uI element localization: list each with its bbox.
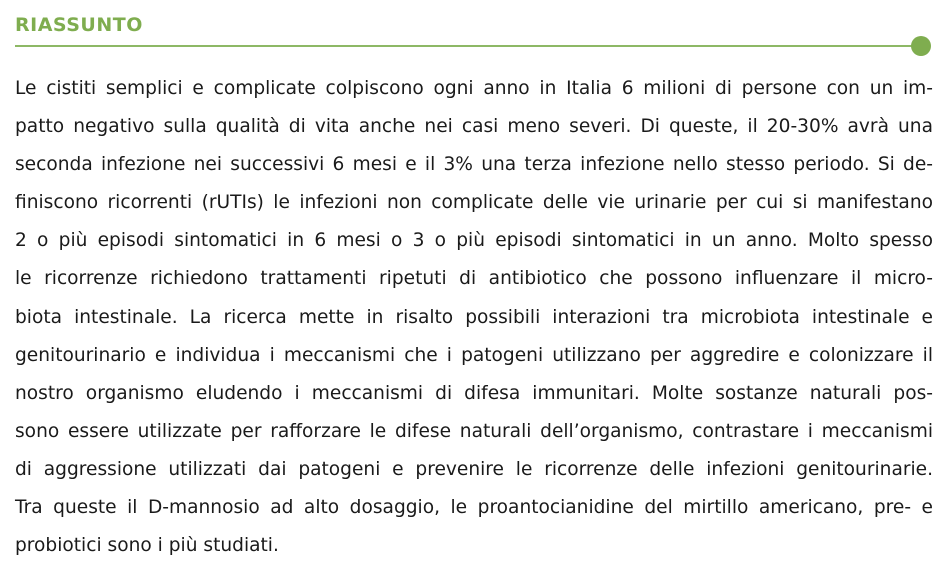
paragraph-line: Tra queste il D-mannosio ad alto dosaggio, le proantocianidine del mirtillo americano, pre- e (15, 497, 933, 519)
summary-section (15, 0, 935, 578)
paragraph-line: probiotici sono i più studiati. (15, 535, 279, 557)
divider-end-dot (911, 36, 931, 56)
paragraph-line: nostro organismo eludendo i meccanismi di difesa immunitari. Molte sostanze naturali pos- (15, 382, 933, 404)
paragraph-line: seconda infezione nei successivi 6 mesi e il 3% una terza infezione nello stesso periodo. Si de- (15, 154, 933, 176)
paragraph-line: finiscono ricorrenti (rUTIs) le infezioni non complicate delle vie urinarie per cui si manifestano (15, 192, 933, 214)
paragraph-line: di aggressione utilizzati dai patogeni e prevenire le ricorrenze delle infezioni genitourinarie. (15, 458, 933, 480)
paragraph-line: Le cistiti semplici e complicate colpiscono ogni anno in Italia 6 milioni di persone con un im- (15, 78, 933, 99)
section-heading: RIASSUNTO (15, 14, 143, 36)
paragraph-line: genitourinario e individua i meccanismi che i patogeni utilizzano per aggredire e colonizzare il (15, 344, 933, 366)
paragraph-line: biota intestinale. La ricerca mette in risalto possibili interazioni tra microbiota intestinale e (15, 306, 933, 328)
paragraph-line: sono essere utilizzate per rafforzare le difese naturali dell’organismo, contrastare i meccanismi (15, 420, 933, 442)
heading-divider (15, 45, 920, 47)
paragraph-line: le ricorrenze richiedono trattamenti ripetuti di antibiotico che possono influenzare il micro- (15, 268, 933, 290)
summary-paragraph (15, 70, 933, 565)
paragraph-line: patto negativo sulla qualità di vita anche nei casi meno severi. Di queste, il 20-30% avrà una (15, 116, 933, 138)
paragraph-line: 2 o più episodi sintomatici in 6 mesi o 3 o più episodi sintomatici in un anno. Molto spesso (15, 230, 933, 252)
